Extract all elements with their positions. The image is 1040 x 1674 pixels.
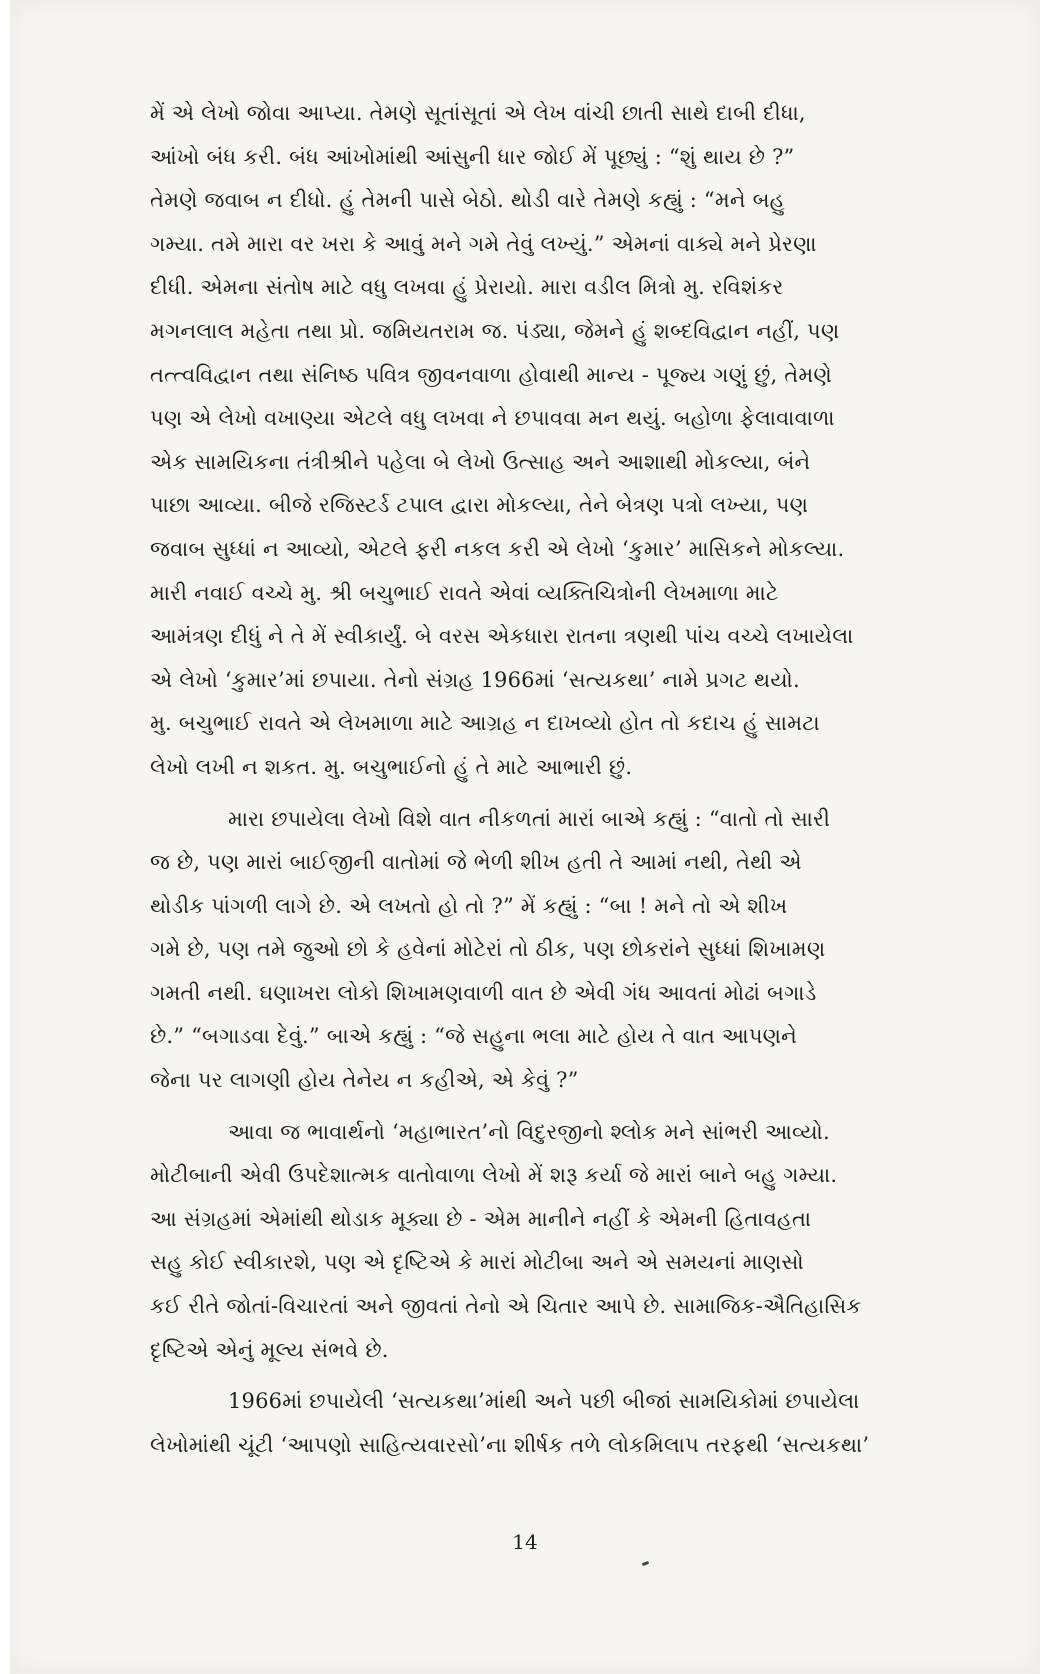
text-line: છે.” “બગાડવા દેવું.” બાએ કહ્યું : “જે સહુના ભલા માટે હોય તે વાત આપણને [150,1024,798,1049]
text-line: એક સામયિકના તંત્રીશ્રીને પહેલા બે લેખો ઉત્સાહ અને આશાથી મોકલ્યા, બંને [150,449,811,474]
body-text [150,92,980,1467]
text-line: ગમ્યા. તમે મારા વર ખરા કે આવું મને ગમે તેવું લખ્યું.” એમનાં વાક્યે મને પ્રેરણા [150,231,817,256]
text-line: ગમે છે, પણ તમે જુઓ છો કે હવેનાં મોટેરાં તો ઠીક, પણ છોકરાંને સુધ્ધાં શિખામણ [150,937,826,962]
text-line: પણ એ લેખો વખાણ્યા એટલે વધુ લખવા ને છપાવવા મન થયું. બહોળા ફેલાવાવાળા [150,406,835,431]
text-line: જવાબ સુધ્ધાં ન આવ્યો, એટલે ફરી નકલ કરી એ લેખો ‘કુમાર’ માસિકને મોકલ્યા. [150,536,845,561]
text-line: પાછા આવ્યા. બીજે રજિસ્ટર્ડ ટપાલ દ્વારા મોકલ્યા, તેને બેત્રણ પત્રો લખ્યા, પણ [150,493,809,518]
text-line: દીધી. એમના સંતોષ માટે વધુ લખવા હું પ્રેરાયો. મારા વડીલ મિત્રો મુ. રવિશંકર [150,275,784,300]
text-line: જ છે, પણ મારાં બાઈજીની વાતોમાં જે ભેળી શીખ હતી તે આમાં નથી, તેથી એ [150,850,802,875]
text-line: દૃષ્ટિએ એનું મૂલ્ય સંભવે છે. [150,1337,389,1362]
text-line: જેના પર લાગણી હોય તેનેય ન કહીએ, એ કેવું ?” [150,1068,579,1093]
text-line: આમંત્રણ દીધું ને તે મેં સ્વીકાર્યું. બે વરસ એકધારા રાતના ત્રણથી પાંચ વચ્ચે લખાયેલા [150,624,854,649]
page-number: 14 [512,1530,538,1554]
text-line: તેમણે જવાબ ન દીધો. હું તેમની પાસે બેઠો. થોડી વારે તેમણે કહ્યું : “મને બહુ [150,188,785,213]
text-line: થોડીક પાંગળી લાગે છે. એ લખતો હો તો ?” મેં કહ્યું : “બા ! મને તો એ શીખ [150,893,788,918]
text-line: ગમતી નથી. ઘણાખરા લોકો શિખામણવાળી વાત છે એવી ગંધ આવતાં મોઢાં બગાડે [150,980,817,1005]
text-line: તત્ત્વવિદ્વાન તથા સંનિષ્ઠ પવિત્ર જીવનવાળા હોવાથી માન્ય - પૂજ્ય ગણું છું, તેમણે [150,362,832,387]
paragraph [150,92,980,790]
text-line: લેખો લખી ન શકત. મુ. બચુભાઈનો હું તે માટે આભારી છું. [150,754,633,779]
page-edge [0,0,10,1674]
text-line: એ લેખો ‘કુમાર’માં છપાયા. તેનો સંગ્રહ 1966માં ‘સત્યકથા’ નામે પ્રગટ થયો. [150,667,800,692]
paragraph [150,1380,980,1467]
text-line: 1966માં છપાયેલી ‘સત્યકથા’માંથી અને પછી બીજાં સામયિકોમાં છપાયેલા [228,1389,860,1414]
text-line: આ સંગ્રહમાં એમાંથી થોડાક મૂક્યા છે - એમ માનીને નહીં કે એમની હિતાવહતા [150,1206,812,1231]
text-line: આવા જ ભાવાર્થનો ‘મહાભારત’નો વિદુરજીનો શ્લોક મને સાંભરી આવ્યો. [228,1119,830,1144]
text-line: મારા છપાયેલા લેખો વિશે વાત નીકળતાં મારાં બાએ કહ્યું : “વાતો તો સારી [228,806,831,831]
text-line: લેખોમાંથી ચૂંટી ‘આપણો સાહિત્યવારસો’ના શીર્ષક તળે લોકમિલાપ તરફથી ‘સત્યકથા’ [150,1432,870,1457]
text-line: મગનલાલ મહેતા તથા પ્રો. જમિયતરામ જ. પંડ્યા, જેમને હું શબ્દવિદ્વાન નહીં, પણ [150,318,840,343]
paragraph-gap [150,790,980,798]
text-line: મારી નવાઈ વચ્ચે મુ. શ્રી બચુભાઈ રાવતે એવાં વ્યક્તિચિત્રોની લેખમાળા માટે [150,580,779,605]
text-line: સહુ કોઈ સ્વીકારશે, પણ એ દૃષ્ટિએ કે મારાં મોટીબા અને એ સમયનાં માણસો [150,1250,804,1275]
text-line: કઈ રીતે જોતાં-વિચારતાં અને જીવતાં તેનો એ ચિતાર આપે છે. સામાજિક-ઐતિહાસિક [150,1294,862,1319]
ink-speck [642,1561,650,1566]
book-page [10,0,1040,1674]
paragraph [150,798,980,1103]
text-line: મેં એ લેખો જોવા આપ્યા. તેમણે સૂતાંસૂતાં એ લેખ વાંચી છાતી સાથે દાબી દીધા, [150,101,806,125]
text-line: મોટીબાની એવી ઉપદેશાત્મક વાતોવાળા લેખો મેં શરૂ કર્યા જે મારાં બાને બહુ ગમ્યા. [150,1163,838,1188]
paragraph-gap [150,1103,980,1111]
text-line: આંખો બંધ કરી. બંધ આંખોમાંથી આંસુની ધાર જોઈ મેં પૂછ્યું : “શું થાય છે ?” [150,144,795,169]
paragraph-gap [150,1372,980,1380]
text-line: મુ. બચુભાઈ રાવતે એ લેખમાળા માટે આગ્રહ ન દાખવ્યો હોત તો કદાચ હું સામટા [150,711,820,736]
paragraph [150,1111,980,1373]
